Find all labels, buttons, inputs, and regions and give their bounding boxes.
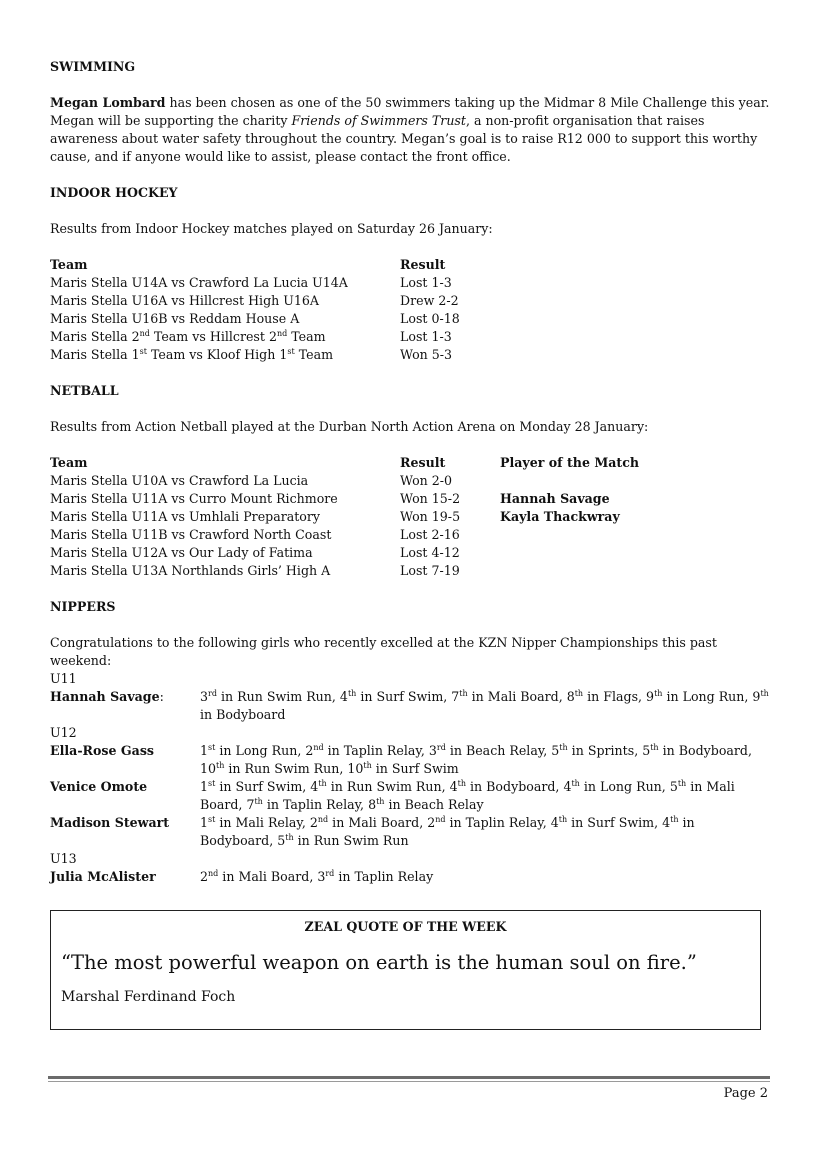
hockey-col-result: Result — [400, 257, 446, 272]
swimming-text-2: , a non-profit organisation that raises awareness about water safety throughout the country. Megan’s goal is to raise R12 000 to support this worthy cause, and if anyone would like to assist, please contact the front office. — [50, 113, 758, 164]
girl-name: Hannah Savage: — [50, 689, 164, 704]
swimming-text-1: has been chosen as one of the 50 swimmers taking up the Midmar 8 Mile Challenge this year. Megan will be supporting the charity — [50, 95, 770, 128]
result-cell: Lost 1-3 — [400, 329, 452, 344]
hockey-heading: INDOOR HOCKEY — [50, 185, 178, 200]
nippers-heading: NIPPERS — [50, 599, 116, 614]
footer-rule — [48, 1076, 770, 1079]
netball-col-player: Player of the Match — [500, 455, 640, 470]
girl-name: Julia McAlister — [50, 869, 156, 884]
page-content — [50, 58, 770, 886]
footer-rule-thin — [48, 1081, 770, 1082]
hockey-table-header — [50, 256, 770, 274]
table-row — [50, 544, 770, 562]
netball-heading: NETBALL — [50, 383, 119, 398]
table-row — [50, 490, 770, 508]
match-cell: Maris Stella 1st Team vs Kloof High 1st Team — [50, 347, 334, 362]
result-cell: Lost 0-18 — [400, 311, 460, 326]
girl-results: 3rd in Run Swim Run, 4th in Surf Swim, 7th in Mali Board, 8th in Flags, 9th in Long Run, 9th in Bodyboard — [200, 689, 769, 722]
girl-results: 1st in Long Run, 2nd in Taplin Relay, 3rd in Beach Relay, 5th in Sprints, 5th in Bodyboard, 10th in Run Swim Run, 10th in Surf Swim — [200, 743, 752, 776]
girl-results: 1st in Surf Swim, 4th in Run Swim Run, 4th in Bodyboard, 4th in Long Run, 5th in Mali Board, 7th in Taplin Relay, 8th in Beach Relay — [200, 779, 735, 812]
hockey-col-team: Team — [50, 257, 88, 272]
result-cell: Won 2-0 — [400, 473, 453, 488]
girl-name: Ella-Rose Gass — [50, 743, 155, 758]
player-cell — [500, 526, 770, 544]
page-number: Page 2 — [723, 1086, 768, 1101]
hockey-intro: Results from Indoor Hockey matches played on Saturday 26 January: — [50, 221, 493, 236]
list-item — [50, 868, 770, 886]
team-cell: Maris Stella U11A vs Curro Mount Richmore — [50, 491, 338, 506]
list-item — [50, 688, 770, 724]
player-cell: Kayla Thackwray — [500, 509, 620, 524]
table-row — [50, 472, 770, 490]
girl-results: 2nd in Mali Board, 3rd in Taplin Relay — [200, 869, 434, 884]
team-cell: Maris Stella U12A vs Our Lady of Fatima — [50, 545, 313, 560]
girl-name: Madison Stewart — [50, 815, 170, 830]
netball-col-team: Team — [50, 455, 88, 470]
age-group-label: U12 — [50, 725, 77, 740]
table-row — [50, 274, 770, 292]
netball-table-header — [50, 454, 770, 472]
team-cell: Maris Stella U11B vs Crawford North Coast — [50, 527, 332, 542]
hockey-rows — [50, 274, 770, 364]
result-cell: Won 15-2 — [400, 491, 461, 506]
team-cell: Maris Stella U13A Northlands Girls’ High A — [50, 563, 331, 578]
result-cell: Lost 2-16 — [400, 527, 460, 542]
quote-text: “The most powerful weapon on earth is the human soul on fire.” — [61, 951, 697, 974]
age-group-label: U11 — [50, 671, 77, 686]
nippers-intro: Congratulations to the following girls who recently excelled at the KZN Nipper Championships this past weekend: — [50, 635, 717, 668]
quote-author: Marshal Ferdinand Foch — [61, 989, 236, 1005]
girl-results: 1st in Mali Relay, 2nd in Mali Board, 2nd in Taplin Relay, 4th in Surf Swim, 4th in Bodyboard, 5th in Run Swim Run — [200, 815, 695, 848]
match-cell: Maris Stella U14A vs Crawford La Lucia U14A — [50, 275, 348, 290]
player-cell — [500, 472, 770, 490]
swimmer-name: Megan Lombard — [50, 95, 166, 110]
quote-box — [50, 910, 761, 1030]
player-cell — [500, 544, 770, 562]
charity-name: Friends of Swimmers Trust — [291, 113, 466, 128]
swimming-paragraph — [50, 94, 770, 166]
result-cell: Lost 7-19 — [400, 563, 460, 578]
netball-rows — [50, 472, 770, 580]
table-row — [50, 562, 770, 580]
result-cell: Lost 1-3 — [400, 275, 452, 290]
swimming-heading: SWIMMING — [50, 59, 136, 74]
result-cell: Won 5-3 — [400, 347, 453, 362]
nippers-list — [50, 670, 770, 886]
age-group-label: U13 — [50, 851, 77, 866]
table-row — [50, 328, 770, 346]
team-cell: Maris Stella U11A vs Umhlali Preparatory — [50, 509, 321, 524]
match-cell: Maris Stella U16A vs Hillcrest High U16A — [50, 293, 319, 308]
list-item — [50, 742, 770, 778]
table-row — [50, 508, 770, 526]
girl-name: Venice Omote — [50, 779, 148, 794]
list-item — [50, 814, 770, 850]
netball-intro: Results from Action Netball played at the Durban North Action Arena on Monday 28 January: — [50, 419, 649, 434]
team-cell: Maris Stella U10A vs Crawford La Lucia — [50, 473, 309, 488]
table-row — [50, 310, 770, 328]
result-cell: Drew 2-2 — [400, 293, 459, 308]
quote-title: ZEAL QUOTE OF THE WEEK — [304, 919, 507, 934]
list-item — [50, 778, 770, 814]
match-cell: Maris Stella U16B vs Reddam House A — [50, 311, 300, 326]
result-cell: Lost 4-12 — [400, 545, 460, 560]
table-row — [50, 526, 770, 544]
table-row — [50, 292, 770, 310]
result-cell: Won 19-5 — [400, 509, 461, 524]
match-cell: Maris Stella 2nd Team vs Hillcrest 2nd Team — [50, 329, 326, 344]
table-row — [50, 346, 770, 364]
player-cell — [500, 562, 770, 580]
player-cell: Hannah Savage — [500, 491, 610, 506]
netball-col-result: Result — [400, 455, 446, 470]
